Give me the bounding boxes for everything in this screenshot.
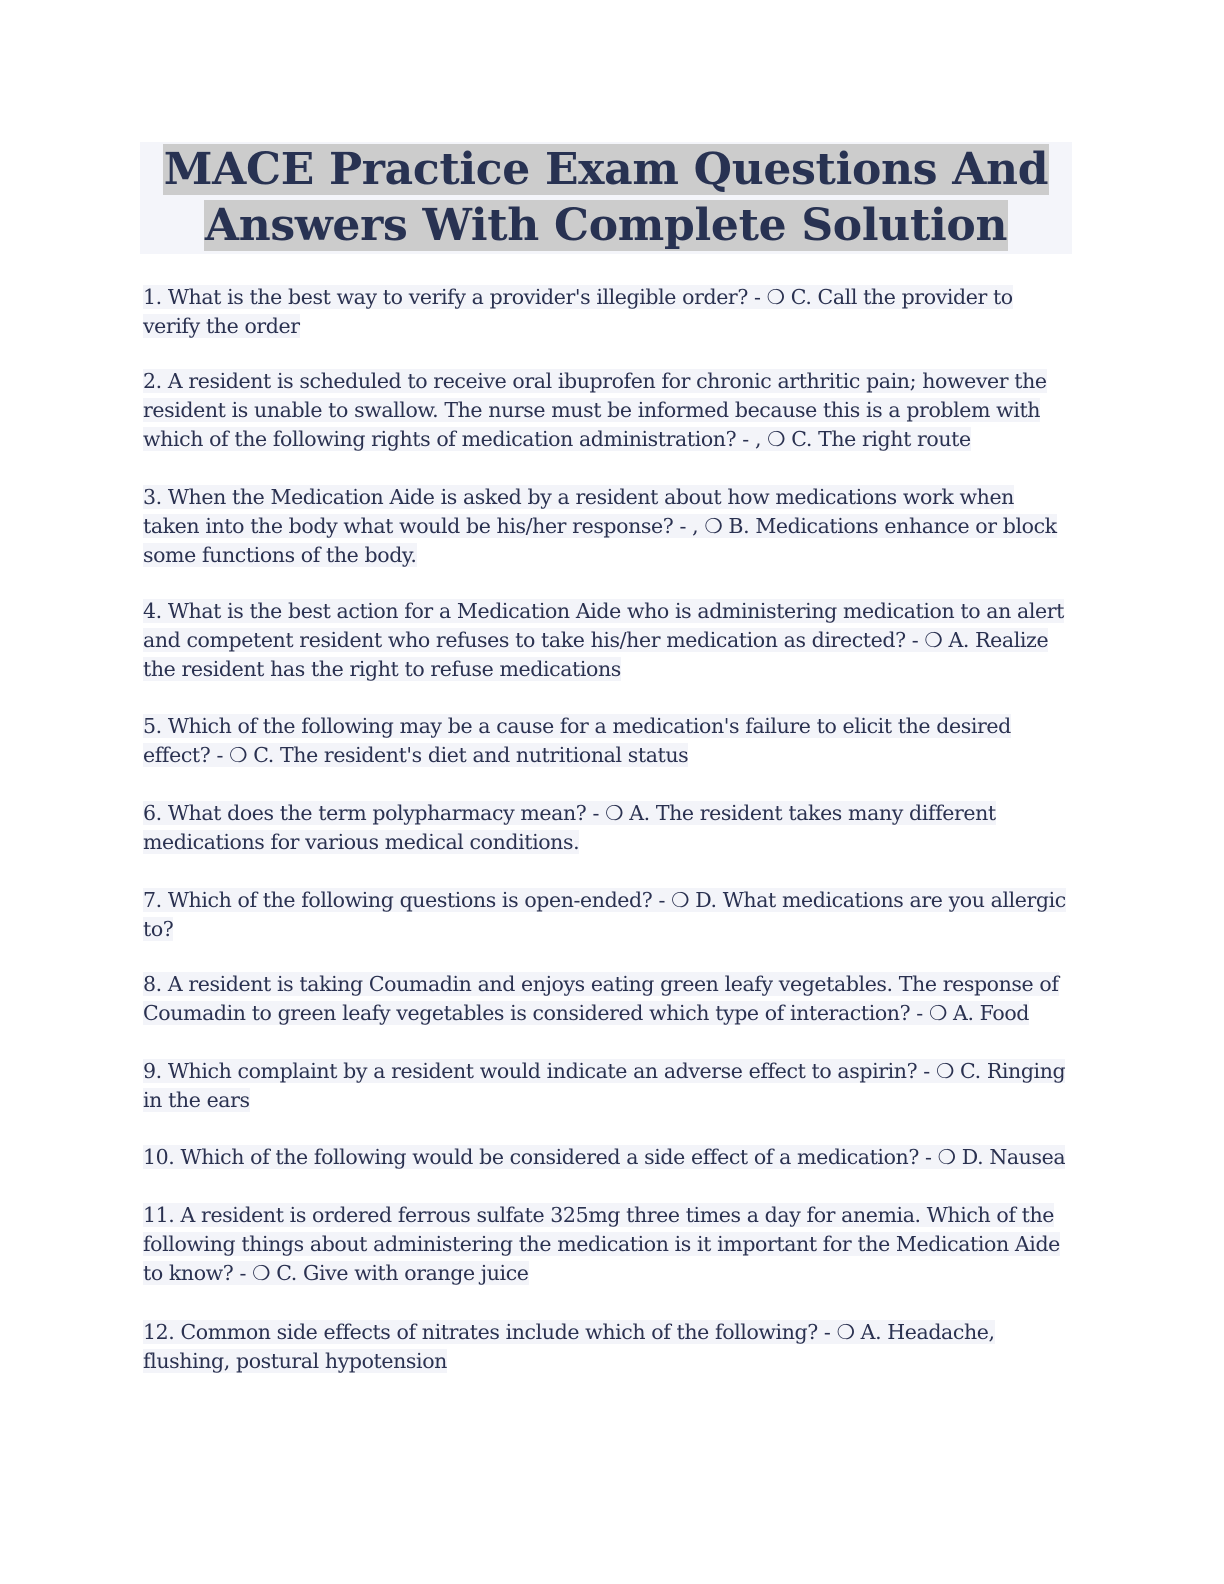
question-item: [143, 712, 1073, 770]
question-text: 12. Common side effects of nitrates include which of the following? - ❍ A. Headache, flushing, postural hypotension: [143, 1320, 995, 1373]
question-text: 9. Which complaint by a resident would indicate an adverse effect to aspirin? - ❍ C. Ringing in the ears: [143, 1059, 1066, 1112]
question-text: 11. A resident is ordered ferrous sulfate 325mg three times a day for anemia. Which of the following things about administering the medication is it important for the Medication Aide to know? - ❍ C. Give with orange juice: [143, 1203, 1060, 1285]
question-text: 5. Which of the following may be a cause for a medication's failure to elicit the desired effect? - ❍ C. The resident's diet and nutritional status: [143, 714, 1011, 767]
question-item: [143, 597, 1073, 684]
question-item: [143, 799, 1073, 857]
question-text: 1. What is the best way to verify a provider's illegible order? - ❍ C. Call the provider to verify the order: [143, 285, 1013, 338]
question-list: [143, 283, 1073, 1376]
question-text: 10. Which of the following would be considered a side effect of a medication? - ❍ D. Nausea: [143, 1145, 1066, 1169]
question-item: [143, 886, 1073, 944]
question-item: [143, 1318, 1073, 1376]
question-item: [143, 1057, 1073, 1115]
title-banner: [140, 142, 1072, 254]
question-text: 4. What is the best action for a Medication Aide who is administering medication to an alert and competent resident who refuses to take his/her medication as directed? - ❍ A. Realize the resident has the right to refuse medications: [143, 599, 1064, 681]
question-item: [143, 1201, 1073, 1288]
question-text: 7. Which of the following questions is open-ended? - ❍ D. What medications are you allergic to?: [143, 888, 1066, 941]
question-text: 3. When the Medication Aide is asked by a resident about how medications work when taken into the body what would be his/her response? - , ❍ B. Medications enhance or block some functions of the body.: [143, 485, 1057, 567]
page-title: MACE Practice Exam Questions And Answers With Complete Solution: [163, 144, 1049, 251]
question-text: 2. A resident is scheduled to receive oral ibuprofen for chronic arthritic pain; however the resident is unable to swallow. The nurse must be informed because this is a problem with which of the following rights of medication administration? - , ❍ C. The right route: [143, 369, 1047, 451]
question-item: [143, 970, 1073, 1028]
question-item: [143, 483, 1073, 570]
question-item: [143, 367, 1073, 454]
question-text: 8. A resident is taking Coumadin and enjoys eating green leafy vegetables. The response of Coumadin to green leafy vegetables is considered which type of interaction? - ❍ A. Food: [143, 972, 1059, 1025]
question-item: [143, 1143, 1073, 1172]
question-text: 6. What does the term polypharmacy mean? - ❍ A. The resident takes many different medications for various medical conditions.: [143, 801, 996, 854]
question-item: [143, 283, 1073, 341]
